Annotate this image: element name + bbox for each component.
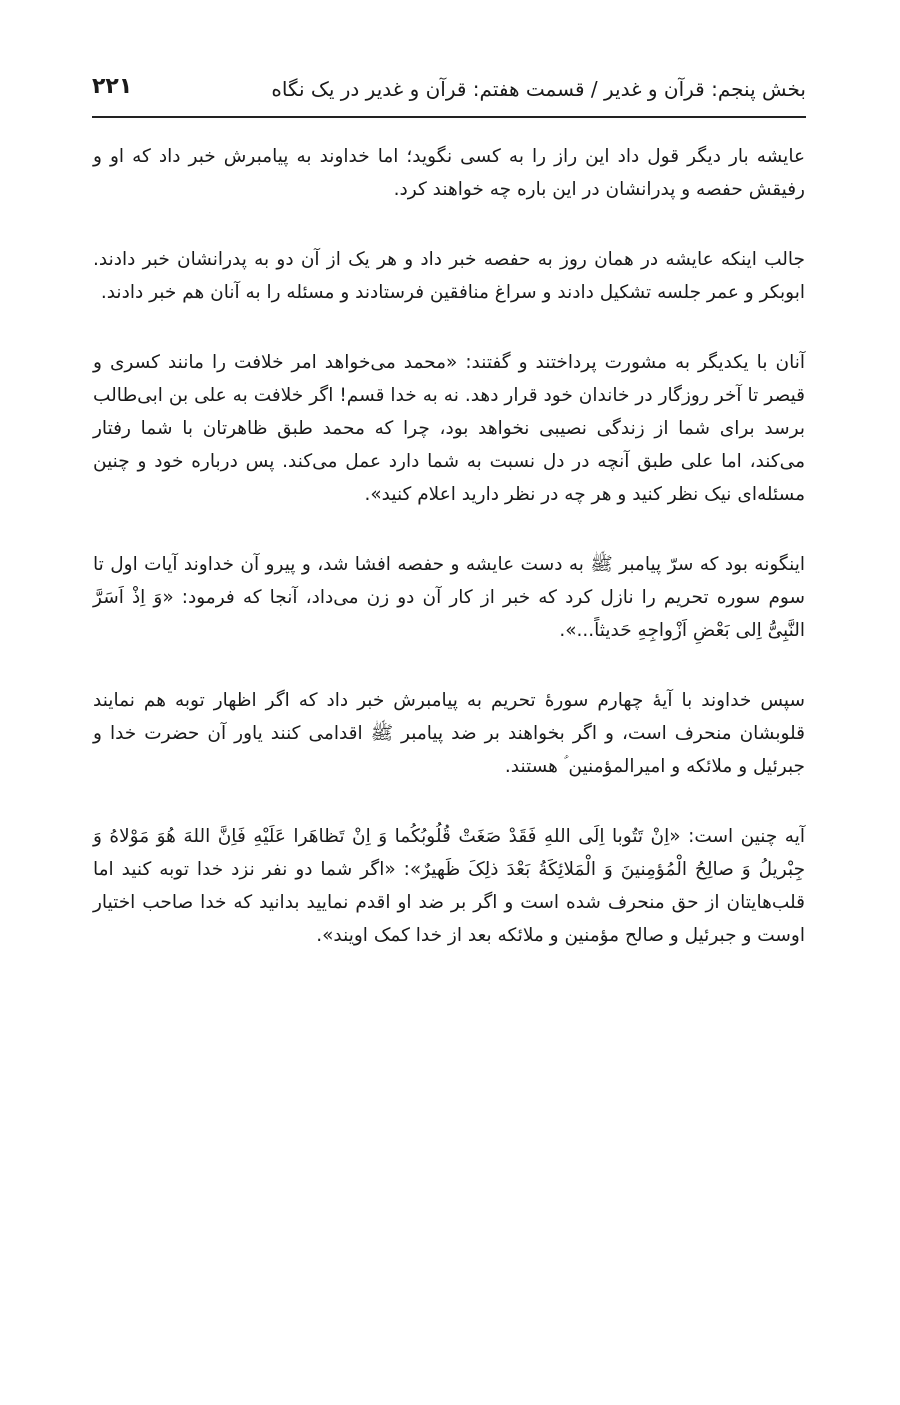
page-number: ۲۲۱	[92, 74, 133, 99]
chapter-title: بخش پنجم: قرآن و غدیر / قسمت هفتم: قرآن و غدیر در یک نگاه	[271, 77, 806, 101]
paragraph: سپس خداوند با آیهٔ چهارم سورهٔ تحریم به پیامبرش خبر داد که اگر اظهار توبه هم نمایند قلوبشان منحرف است، و اگر بخواهند بر ضد پیامبر ﷺ اقدامی کنند یاور آن حضرت خدا و جبرئیل و ملائکه و امیرالمؤمنین ؑ هستند.	[93, 690, 805, 777]
body-text	[93, 140, 805, 989]
paragraph: عایشه بار دیگر قول داد این راز را به کسی نگوید؛ اما خداوند به پیامبرش خبر داد که او و رفیقش حفصه و پدرانشان در این باره چه خواهند کرد.	[93, 146, 805, 200]
running-header	[92, 66, 806, 118]
paragraph: جالب اینکه عایشه در همان روز به حفصه خبر داد و هر یک از آن دو به پدرانشان خبر دادند. ابوبکر و عمر جلسه تشکیل دادند و سراغ منافقین فرستادند و مسئله را به آنان هم خبر دادند.	[93, 249, 805, 303]
paragraph: اینگونه بود که سرّ پیامبر ﷺ به دست عایشه و حفصه افشا شد، و پیرو آن خداوند آیات اول تا سوم سوره تحریم را نازل کرد که خبر از کار آن دو زن می‌داد، آنجا که فرمود: «وَ اِذْ اَسَرَّ النَّبِیُّ اِلی بَعْضِ اَزْواجِهِ حَدیثاً...».	[93, 554, 805, 641]
paragraph: آنان با یکدیگر به مشورت پرداختند و گفتند: «محمد می‌خواهد امر خلافت را مانند کسری و قیصر تا آخر روزگار در خاندان خود قرار دهد. نه به خدا قسم! اگر خلافت به علی بن ابی‌طالب برسد برای شما از زندگی نصیبی نخواهد بود، چرا که محمد طبق ظاهرتان با شما رفتار می‌کند، اما علی طبق آنچه در دل نسبت به شما دارد عمل می‌کند. پس درباره خود و چنین مسئله‌ای نیک نظر کنید و هر چه در نظر دارید اعلام کنید».	[93, 352, 805, 505]
paragraph: آیه چنین است: «اِنْ تَتُوبا اِلَی اللهِ فَقَدْ صَغَتْ قُلُوبُکُما وَ اِنْ تَظاهَرا عَلَیْهِ فَاِنَّ اللهَ هُوَ مَوْلاهُ وَ جِبْریلُ وَ صالِحُ الْمُؤمِنینَ وَ الْمَلائِکَةُ بَعْدَ ذلِکَ ظَهیرٌ»: «اگر شما دو نفر نزد خدا توبه کنید اما قلب‌هایتان از حق منحرف شده است و اگر بر ضد او اقدم نمایید بدانید که خدا صاحب اختیار اوست و جبرئیل و صالح مؤمنین و ملائکه بعد از خدا کمک اویند».	[93, 826, 805, 946]
